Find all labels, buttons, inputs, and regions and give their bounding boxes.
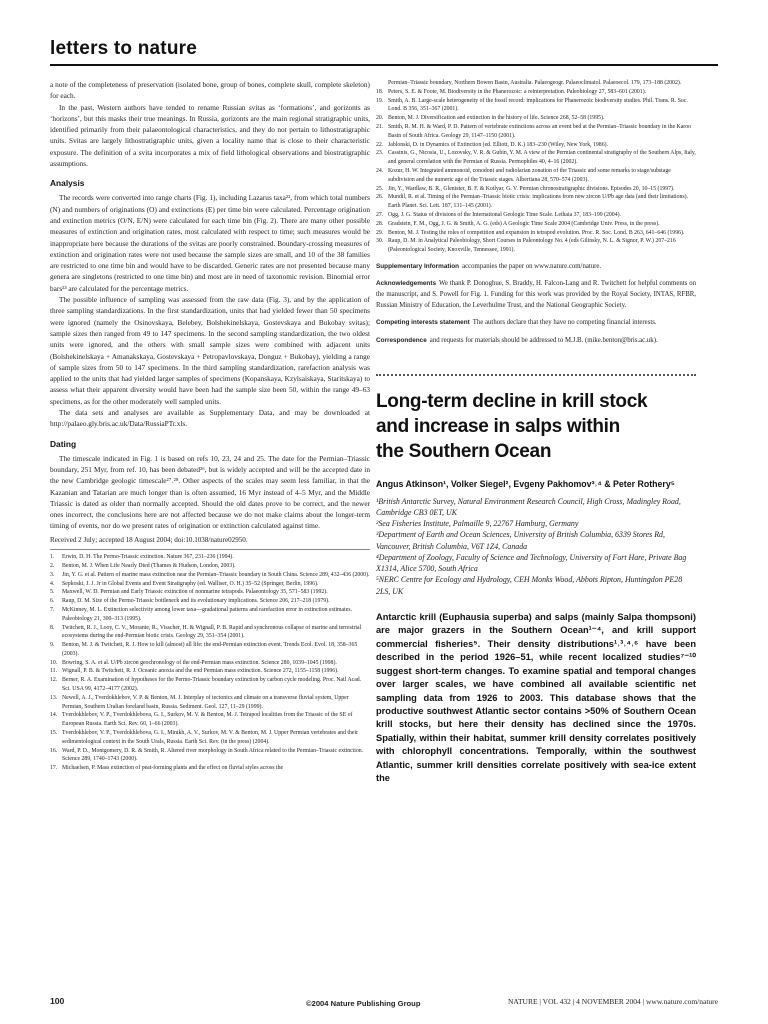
reference-item: 8. Twitchett, R. J., Looy, C. V., Morante, R., Visscher, H. & Wignall, P. B. Rapid and synchronous collapse of marine and terrestrial ecosystems during the end-Permian biotic crisis. Geology 29, 351–354 (2001). [50,624,362,640]
received-line: Received 2 July; accepted 18 August 2004; doi:10.1038/nature02950. [50,535,248,544]
publisher-line: ©2004 Nature Publishing Group [306,999,421,1008]
reference-list [376,79,696,255]
competing-interests: Competing interests statement The authors declare that they have no competing financial interests. [376,319,657,327]
right-column [376,79,696,786]
references-rule [50,549,370,550]
reference-item: 18. Peters, S. E. & Foote, M. Biodiversity in the Phanerozoic: a reinterpretation. Paleobiology 27, 583–601 (2001). [376,88,647,95]
author-line: Angus Atkinson¹, Volker Siegel², Evgeny Pakhomov³˒⁴ & Peter Rothery⁵ [376,478,675,489]
reference-item: 22. Jablonski, D. in Dynamics of Extinction (ed. Elliott, D. K.) 183–230 (Wiley, New York, 1986). [376,141,608,148]
reference-item: 16. Ward, P. D., Montgomery, D. R. & Smith, R. Altered river morphology in South Africa related to the Permian–Triassic extinction. Science 289, 1740–1743 (2000). [50,747,364,763]
reference-item: 29. Benton, M. J. Testing the roles of competition and expansion in tetrapod evolution. Proc. R. Soc. Lond. B 263, 641–646 (1996). [376,229,685,236]
reference-item: 15. Tverdokhlebov, V. P., Tverdokhlebova, G. I., Minikh, A. V., Surkov, M. V. & Benton, M. J. Upper Permian vertebrates and their sedimentological context in the South Urals, Russia. Earth Sci. Rev. (in the press) (2004). [50,730,359,745]
body-paragraph: The data sets and analyses are available as Supplementary Data, and may be downloaded at http://palaeo.gly.bris.ac.uk/Data/RussiaPTr.xls. [50,408,370,429]
reference-item: 1. Erwin, D. H. The Permo-Triassic extinction. Nature 367, 231–236 (1994). [50,554,234,561]
affiliation: ⁴Department of Zoology, Faculty of Science and Technology, University of Fort Hare, Private Bag X1314, Alice 5700, South Africa [376,552,687,574]
analysis-heading: Analysis [50,178,85,189]
affiliation-list [376,496,696,597]
reference-item: 26. Mundil, R. et al. Timing of the Permian–Triassic biotic crisis: implications from new zircon U/Pb age data (and their limitations). Earth Planet. Sci. Lett. 187, 131–145 (2001). [376,194,689,210]
article-title: Long-term decline in krill stock and increase in salps within the Southern Ocean [376,391,648,462]
dating-heading: Dating [50,438,77,449]
supplementary-info: Supplementary Information accompanies the paper on www.nature.com/nature. [376,262,602,270]
reference-item: 17. Michaelsen, P. Mass extinction of peat-forming plants and the effect on fluvial styles across the [50,765,284,772]
reference-list [50,553,370,773]
journal-info: NATURE | VOL 432 | 4 NOVEMBER 2004 | www.nature.com/nature [507,997,718,1006]
reference-item: 13. Newell, A. J., Tverdokhlebov, V. P. & Benton, M. J. Interplay of tectonics and climate on a transverse fluvial system, Upper Permian, Southern Uralian foreland basin, Russia. Sediment. Geol. 127, 11–29 (1999). [50,694,349,710]
header-rule [50,64,718,66]
dotted-separator [376,374,696,376]
body-paragraph: a note of the completeness of preservation (isolated bone, group of bones, complete skull, complete skeleton) for each. [50,80,370,101]
abstract: Antarctic krill (Euphausia superba) and salps (mainly Salpa thompsoni) are major grazers in the Southern Ocean¹⁻⁴, and krill support commercial fisheries⁵. Their density distributions¹˒³˒⁴˒⁶ have been described in the period 1926–51, while recent localized studies⁷⁻¹⁰ suggest short-term changes. To examine spatial and temporal changes over larger scales, we have combined all available scientific net sampling data from 1926 to 2003. This database shows that the productive southwest Atlantic sector contains >50% of Southern Ocean krill stocks, but here their density has declined since the 1970s. Spatially, within their habitat, summer krill density correlates positively with chlorophyll concentrations. Temporally, within the southwest Atlantic, summer krill densities correlate positively with sea-ice extent the [376,611,696,784]
reference-item: 28. Gradstein, F. M., Ogg, J. G. & Smith, A. G. (eds) A Geologic Time Scale 2004 (Cambridge Univ. Press, in the press). [376,220,660,227]
section-header: letters to nature [50,38,197,59]
reference-item: 14. Tverdokhlebov, V. P., Tverdokhlebova, G. I., Surkov, M. V. & Benton, M. J. Tetrapod localities from the Triassic of the SE of European Russia. Earth Sci. Rev. 60, 1–66 (2003). [50,712,353,728]
reference-item: 10. Bowring, S. A. et al. U/Pb zircon geochronology of the end-Permian mass extinction. Science 280, 1039–1045 (1998). [50,659,337,666]
affiliation: ³Department of Earth and Ocean Sciences, University of British Columbia, 6339 Stores Rd, Vancouver, British Columbia, V6T 1Z4, Canada [376,530,665,551]
page-number: 100 [50,996,65,1006]
reference-item: 25. Jin, Y., Wardlaw, B. R., Glenister, B. F. & Kotlyar, G. V. Permian chronostratigraphic divisions. Episodes 20, 10–15 (1997). [376,185,675,192]
reference-item: 30. Raup, D. M. in Analytical Paleobiology, Short Courses in Paleontology No. 4 (eds Gilinsky, N. L. & Signor, P. W.) 207–216 (Paleontological Society, Knoxville, Tennessee, 1991). [376,238,676,254]
reference-item: 21. Smith, R. M. H. & Ward, P. D. Pattern of vertebrate extinctions across an event bed at the Permian–Triassic boundary in the Karoo Basin of South Africa. Geology 29, 1147–1150 (2001). [376,123,692,139]
body-paragraph: The timescale indicated in Fig. 1 is based on refs 10, 23, 24 and 25. The date for the Permian–Triassic boundary, 251 Myr, from ref. 10, has been debated²⁶, but is widely accepted and will be the accepted date in the new Cambridge geologic timescale²⁷˒²⁸. Other aspects of the scales may seem less familiar, in that the Kazanian and Tatarian are much longer than is often assumed, 16 Myr instead of 4–5 Myr, and the Middle Triassic is dated as older than normally accepted. Should the old dates prove to be correct, and the newer ones incorrect, the conclusions here are not affected because we do not make claims about the longer-term timing of events, nor do we present rates of origination or extinction calculated against time. [50,453,370,531]
reference-item: Permian–Triassic boundary, Northern Bowen Basin, Australia. Palaeogeogr. Palaeoclimatol. Palaeoecol. 179, 173–188 (2002). [388,80,682,86]
reference-item: 23. Cassinis, G., Nicosia, U., Lozovsky, V. R. & Gubin, Y. M. A view of the Permian continental stratigraphy of the Southern Alps, Italy, and general correlation with the Permian of Russia. Permophiles 40, 4–16 (2002). [376,150,696,166]
reference-item: 27. Ogg, J. G. Status of divisions of the International Geologic Time Scale. Lethaia 37, 183–199 (2004). [376,211,621,218]
reference-item: 5. Maxwell, W. D. Permian and Early Triassic extinction of nonmarine tetrapods. Palaeontology 35, 571–583 (1992). [50,589,328,596]
reference-item: 6. Raup, D. M. Size of the Permo-Triassic bottleneck and its evolutionary implications. Science 206, 217–218 (1979). [50,598,330,605]
left-column [50,79,370,773]
affiliation: ²Sea Fisheries Institute, Palmaille 9, 22767 Hamburg, Germany [376,519,579,529]
reference-item: 7. McKinney, M. L. Extinction selectivity among lower taxa—gradational patterns and rarefaction error in extinction estimates. Paleobiology 21, 300–313 (1995). [50,606,353,622]
reference-item: 3. Jin, Y. G. et al. Pattern of marine mass extinction near the Permian–Triassic boundary in South China. Science 289, 432–436 (2000). [50,571,370,578]
reference-item: 4. Sepkoski, J. J. Jr in Global Events and Event Stratigraphy (ed. Walliser, O. H.) 35–52 (Springer, Berlin, 1996). [50,580,319,587]
correspondence: Correspondence and requests for materials should be addressed to M.J.B. (mike.benton@bris.ac.uk). [376,336,658,344]
body-paragraph: In the past, Western authors have tended to rename Russian svitas as ‘formations’, and gorizonts as ‘horizons’, but this masks their true meanings. In Russia, gorizonts are the main regional stratigraphic units, identified primarily from their palaeontological characteristics, and they do not pertain to lithostratigraphic units. Svitas are largely lithostratigraphic units, given a locality name that is close to their characteristic exposure. The definition of a svita incorporates a mix of field lithological observations and biostratigraphic assumptions. [50,102,370,169]
reference-item: 12. Berner, R. A. Examination of hypotheses for the Permo-Triassic boundary extinction by carbon cycle modeling. Proc. Natl Acad. Sci. USA 99, 4172–4177 (2002). [50,677,362,693]
reference-item: 20. Benton, M. J. Diversification and extinction in the history of life. Science 268, 52–58 (1995). [376,115,605,122]
reference-item: 11. Wignall, P. B. & Twitchett, R. J. Oceanic anoxia and the end Permian mass extinction. Science 272, 1155–1158 (1996). [50,668,339,675]
body-paragraph: The possible influence of sampling was assessed from the raw data (Fig. 3), and by the application of three sampling standardizations. In the first standardization, units that had yielded fewer than 50 specimens were ignored (namely the Osinovskaya, Belebey, Bolshekinelskaya, Gostevskaya and Bukobay svitas); sample sizes then ranged from 49 to 147 specimens. In the second sampling standardization, the two oldest units were ignored, and the others with small sample sizes were combined with adjacent units (Bolshekinelskaya + Amanakskaya, Gostevskaya + Petropavlovskaya, Donguz + Bukobay), yielding a range of sample sizes from 50 to 147 specimens. In the third sampling standardization, rarefaction analysis was applied to the units that had yielded larger samples of specimens (Kopanskaya, Kzylsaiskaya, Staritskaya) to assess what their apparent diversity would have been had the sample size been 50, within the range 49–63 specimens, as for the other moderately well sampled units. [50,295,370,406]
reference-item: 2. Benton, M. J. When Life Nearly Died (Thames & Hudson, London, 2003). [50,562,236,569]
reference-item: 24. Kozur, H. W. Integrated ammonoid, conodont and radiolarian zonation of the Triassic and some remarks to stage/substage subdivision and the numeric age of the Triassic stages. Albertiana 28, 570–574 (2003). [376,167,671,183]
reference-item: 9. Benton, M. J. & Twitchett, R. J. How to kill (almost) all life: the end-Permian extinction event. Trends Ecol. Evol. 18, 358–365 (2003). [50,642,358,657]
body-paragraph: The records were converted into range charts (Fig. 1), including Lazarus taxa²², from which total numbers (N) and numbers of originations (O) and extinctions (E) per time bin were calculated. Percentage origination and extinction metrics (O/N, E/N) were calculated for each time bin (Fig. 2). There are many other possible measures of extinction and origination rates, most calculated with respect to time; such measures would be inappropriate here because the durations of the svitas are poorly constrained. Boundary-crossing measures of extinction and origination rates were not used because the sample sizes are small, and 10 of the 38 families are restricted to one time bin and would have to be discarded. Generic rates are not presented because many genera are singletons (restricted to one time bin) and most are in need of taxonomic revision. Binomial error bars²³ are calculated for the percentage metrics. [50,193,370,293]
acknowledgements: Acknowledgements We thank P. Donoghue, S. Braddy, H. Falcon-Lang and R. Twitchett for helpful comments on the manuscript, and S. Powell for Fig. 1. Funding for this work was provided by the Royal Society, INTAS, RFBR, Russian Ministry of Education, the Leverhulme Trust, and the National Geographic Society. [376,280,696,309]
reference-item: 19. Smith, A. B. Large-scale heterogeneity of the fossil record: implications for Phanerozoic biodiversity studies. Phil. Trans. R. Soc. Lond. B 356, 351–367 (2001). [376,97,688,113]
affiliation: ⁵NERC Centre for Ecology and Hydrology, CEH Monks Wood, Abbots Ripton, Huntingdon PE28 2LS, UK [376,575,683,596]
affiliation: ¹British Antarctic Survey, Natural Environment Research Council, High Cross, Madingley Road, Cambridge CB3 0ET, UK [376,496,681,517]
